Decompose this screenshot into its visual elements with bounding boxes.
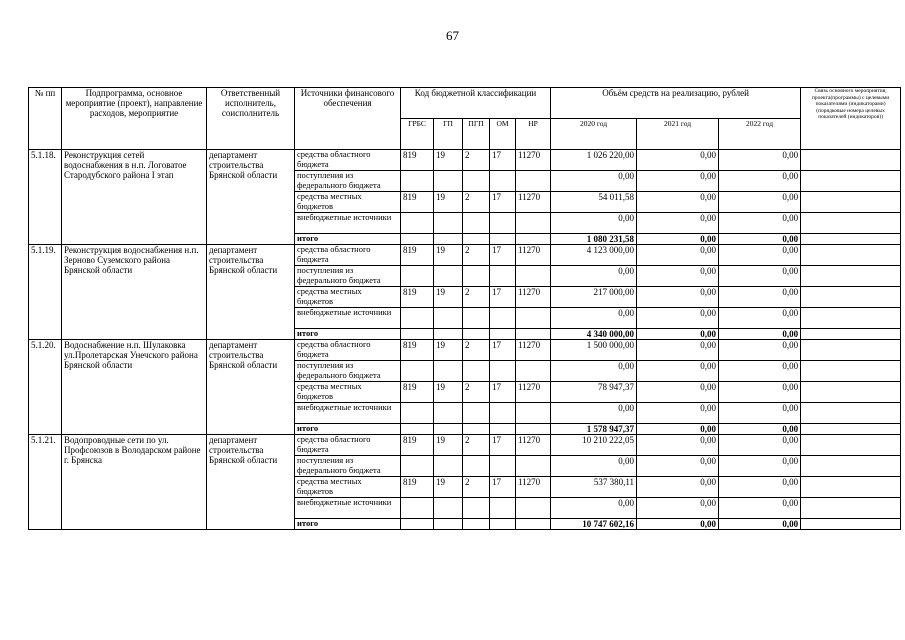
code-grbs: 819: [401, 287, 434, 308]
item-responsible: департамент строительства Брянской области: [207, 340, 295, 435]
code-np: 11270: [516, 150, 551, 171]
code-np: [516, 329, 551, 340]
code-np: [516, 456, 551, 477]
amount-2021: 0,00: [637, 287, 719, 308]
code-grbs: [401, 171, 434, 192]
amount-2021: 0,00: [637, 435, 719, 456]
header-responsible: Ответственный исполнитель, соисполнитель: [207, 88, 295, 150]
code-pgp: [463, 361, 490, 382]
code-np: 11270: [516, 192, 551, 213]
indicator-link-cell: [801, 361, 901, 382]
amount-2020: 4 340 000,00: [551, 329, 637, 340]
item-responsible: департамент строительства Брянской области: [207, 150, 295, 245]
funding-source: средства областного бюджета: [295, 150, 401, 171]
indicator-link-cell: [801, 498, 901, 519]
indicator-link-cell: [801, 477, 901, 498]
indicator-link-cell: [801, 424, 901, 435]
table-row: [29, 150, 901, 171]
table-row: [29, 245, 901, 266]
code-grbs: 819: [401, 435, 434, 456]
code-np: [516, 171, 551, 192]
amount-2022: 0,00: [719, 361, 801, 382]
code-np: 11270: [516, 245, 551, 266]
funding-source: средства местных бюджетов: [295, 192, 401, 213]
funding-source: поступления из федерального бюджета: [295, 456, 401, 477]
code-om: 17: [490, 435, 516, 456]
amount-2022: 0,00: [719, 498, 801, 519]
amount-2021: 0,00: [637, 245, 719, 266]
code-np: 11270: [516, 477, 551, 498]
code-grbs: 819: [401, 382, 434, 403]
code-gp: [434, 498, 463, 519]
header-grbs: ГРБС: [401, 119, 434, 150]
indicator-link-cell: [801, 519, 901, 530]
amount-2021: 0,00: [637, 266, 719, 287]
amount-2020: 1 500 000,00: [551, 340, 637, 361]
table-row: [29, 340, 901, 361]
indicator-link-cell: [801, 213, 901, 234]
code-pgp: 2: [463, 192, 490, 213]
code-gp: [434, 403, 463, 424]
code-om: 17: [490, 382, 516, 403]
code-gp: 19: [434, 245, 463, 266]
funding-source: поступления из федерального бюджета: [295, 361, 401, 382]
item-name: Реконструкция водоснабжения н.п. Зерново Суземского района Брянской области: [62, 245, 207, 340]
amount-2022: 0,00: [719, 435, 801, 456]
code-om: [490, 329, 516, 340]
amount-2021: 0,00: [637, 308, 719, 329]
amount-2022: 0,00: [719, 340, 801, 361]
amount-2020: 4 123 000,00: [551, 245, 637, 266]
code-np: [516, 234, 551, 245]
code-om: 17: [490, 340, 516, 361]
code-om: [490, 266, 516, 287]
code-np: 11270: [516, 382, 551, 403]
code-gp: 19: [434, 435, 463, 456]
code-pgp: 2: [463, 245, 490, 266]
header-np: НР: [516, 119, 551, 150]
code-om: 17: [490, 287, 516, 308]
header-pgp: ПГП: [463, 119, 490, 150]
amount-2020: 0,00: [551, 171, 637, 192]
code-grbs: 819: [401, 477, 434, 498]
code-pgp: [463, 266, 490, 287]
funding-source: средства местных бюджетов: [295, 287, 401, 308]
indicator-link-cell: [801, 403, 901, 424]
code-gp: [434, 308, 463, 329]
header-gp: ГП: [434, 119, 463, 150]
amount-2022: 0,00: [719, 456, 801, 477]
amount-2022: 0,00: [719, 424, 801, 435]
code-gp: [434, 456, 463, 477]
indicator-link-cell: [801, 245, 901, 266]
funding-source: внебюджетные источники: [295, 308, 401, 329]
code-gp: 19: [434, 340, 463, 361]
amount-2022: 0,00: [719, 519, 801, 530]
indicator-link-cell: [801, 287, 901, 308]
code-pgp: [463, 213, 490, 234]
indicator-link-cell: [801, 435, 901, 456]
funding-source: поступления из федерального бюджета: [295, 266, 401, 287]
amount-2020: 0,00: [551, 308, 637, 329]
code-gp: [434, 266, 463, 287]
amount-2020: 0,00: [551, 498, 637, 519]
amount-2021: 0,00: [637, 171, 719, 192]
code-gp: [434, 329, 463, 340]
code-pgp: 2: [463, 287, 490, 308]
amount-2022: 0,00: [719, 308, 801, 329]
code-gp: 19: [434, 382, 463, 403]
table-header: [29, 88, 901, 150]
funding-source: средства местных бюджетов: [295, 477, 401, 498]
indicator-link-cell: [801, 308, 901, 329]
funding-source: внебюджетные источники: [295, 213, 401, 234]
item-number: 5.1.19.: [29, 245, 62, 340]
code-gp: 19: [434, 150, 463, 171]
amount-2020: 217 000,00: [551, 287, 637, 308]
item-responsible: департамент строительства Брянской области: [207, 245, 295, 340]
amount-2020: 0,00: [551, 266, 637, 287]
amount-2020: 1 080 231,58: [551, 234, 637, 245]
indicator-link-cell: [801, 234, 901, 245]
header-2020: 2020 год: [551, 119, 637, 150]
amount-2022: 0,00: [719, 266, 801, 287]
code-om: [490, 456, 516, 477]
funding-source: средства областного бюджета: [295, 245, 401, 266]
amount-2022: 0,00: [719, 477, 801, 498]
code-om: [490, 213, 516, 234]
code-np: [516, 424, 551, 435]
item-number: 5.1.20.: [29, 340, 62, 435]
funding-source: средства областного бюджета: [295, 435, 401, 456]
code-pgp: 2: [463, 150, 490, 171]
code-pgp: [463, 308, 490, 329]
code-om: 17: [490, 245, 516, 266]
item-number: 5.1.21.: [29, 435, 62, 530]
code-np: [516, 519, 551, 530]
indicator-link-cell: [801, 382, 901, 403]
amount-2022: 0,00: [719, 245, 801, 266]
funding-source: итого: [295, 519, 401, 530]
code-pgp: 2: [463, 340, 490, 361]
code-gp: 19: [434, 192, 463, 213]
amount-2021: 0,00: [637, 192, 719, 213]
code-pgp: [463, 424, 490, 435]
code-pgp: [463, 498, 490, 519]
amount-2021: 0,00: [637, 329, 719, 340]
amount-2021: 0,00: [637, 456, 719, 477]
amount-2022: 0,00: [719, 287, 801, 308]
code-pgp: 2: [463, 477, 490, 498]
code-om: [490, 403, 516, 424]
header-num: № пп: [29, 88, 62, 150]
code-gp: [434, 424, 463, 435]
code-pgp: [463, 329, 490, 340]
header-volume: Объём средств на реализацию, рублей: [551, 88, 801, 119]
code-np: [516, 361, 551, 382]
code-om: 17: [490, 477, 516, 498]
code-om: 17: [490, 192, 516, 213]
amount-2022: 0,00: [719, 234, 801, 245]
code-grbs: [401, 456, 434, 477]
item-responsible: департамент строительства Брянской области: [207, 435, 295, 530]
amount-2022: 0,00: [719, 213, 801, 234]
code-gp: [434, 171, 463, 192]
amount-2021: 0,00: [637, 234, 719, 245]
code-grbs: 819: [401, 150, 434, 171]
amount-2021: 0,00: [637, 213, 719, 234]
code-grbs: [401, 266, 434, 287]
code-grbs: [401, 308, 434, 329]
code-om: [490, 424, 516, 435]
code-grbs: [401, 234, 434, 245]
amount-2021: 0,00: [637, 498, 719, 519]
amount-2022: 0,00: [719, 382, 801, 403]
code-gp: 19: [434, 477, 463, 498]
code-np: [516, 498, 551, 519]
header-program: Подпрограмма, основное мероприятие (проект), направление расходов, мероприятие: [62, 88, 207, 150]
amount-2021: 0,00: [637, 403, 719, 424]
amount-2020: 10 210 222,05: [551, 435, 637, 456]
amount-2022: 0,00: [719, 403, 801, 424]
code-gp: [434, 361, 463, 382]
code-grbs: [401, 403, 434, 424]
amount-2021: 0,00: [637, 477, 719, 498]
code-pgp: [463, 234, 490, 245]
code-gp: [434, 519, 463, 530]
code-pgp: [463, 456, 490, 477]
indicator-link-cell: [801, 171, 901, 192]
code-np: 11270: [516, 287, 551, 308]
indicator-link-cell: [801, 456, 901, 477]
indicator-link-cell: [801, 329, 901, 340]
indicator-link-cell: [801, 150, 901, 171]
amount-2020: 537 380,11: [551, 477, 637, 498]
indicator-link-cell: [801, 266, 901, 287]
amount-2020: 0,00: [551, 213, 637, 234]
amount-2021: 0,00: [637, 361, 719, 382]
code-om: [490, 519, 516, 530]
code-np: 11270: [516, 340, 551, 361]
funding-source: внебюджетные источники: [295, 498, 401, 519]
header-sources: Источники финансового обеспечения: [295, 88, 401, 150]
amount-2020: 0,00: [551, 456, 637, 477]
amount-2020: 78 947,37: [551, 382, 637, 403]
item-name: Реконструкция сетей водоснабжения в н.п. Логоватое Стародубского района I этап: [62, 150, 207, 245]
funding-source: средства областного бюджета: [295, 340, 401, 361]
code-gp: [434, 234, 463, 245]
item-name: Водопроводные сети по ул. Профсоюзов в Володарском районе г. Брянска: [62, 435, 207, 530]
code-om: [490, 308, 516, 329]
amount-2022: 0,00: [719, 171, 801, 192]
funding-source: средства местных бюджетов: [295, 382, 401, 403]
code-pgp: [463, 519, 490, 530]
code-grbs: 819: [401, 340, 434, 361]
table-body: [29, 150, 901, 530]
indicator-link-cell: [801, 192, 901, 213]
code-grbs: [401, 329, 434, 340]
code-np: [516, 308, 551, 329]
table-row: [29, 435, 901, 456]
funding-source: итого: [295, 329, 401, 340]
code-np: 11270: [516, 435, 551, 456]
amount-2022: 0,00: [719, 150, 801, 171]
amount-2020: 0,00: [551, 361, 637, 382]
amount-2020: 0,00: [551, 403, 637, 424]
amount-2020: 1 578 947,37: [551, 424, 637, 435]
amount-2021: 0,00: [637, 150, 719, 171]
amount-2020: 10 747 602,16: [551, 519, 637, 530]
amount-2021: 0,00: [637, 382, 719, 403]
code-grbs: [401, 498, 434, 519]
code-om: 17: [490, 150, 516, 171]
amount-2022: 0,00: [719, 329, 801, 340]
code-om: [490, 498, 516, 519]
code-pgp: [463, 403, 490, 424]
code-pgp: 2: [463, 435, 490, 456]
amount-2022: 0,00: [719, 192, 801, 213]
header-om: ОМ: [490, 119, 516, 150]
code-om: [490, 171, 516, 192]
code-grbs: [401, 361, 434, 382]
indicator-link-cell: [801, 340, 901, 361]
code-grbs: 819: [401, 192, 434, 213]
budget-table: [28, 87, 901, 530]
code-grbs: [401, 213, 434, 234]
code-np: [516, 403, 551, 424]
header-link: Связь основного мероприятия, проекта(программы) с целевыми показателями (индикаторами) (порядковые номера целевых показателей (индикаторов)): [801, 88, 901, 150]
header-budget-code: Код бюджетной классификации: [401, 88, 551, 119]
funding-source: внебюджетные источники: [295, 403, 401, 424]
item-number: 5.1.18.: [29, 150, 62, 245]
code-grbs: 819: [401, 245, 434, 266]
code-np: [516, 213, 551, 234]
code-om: [490, 361, 516, 382]
item-name: Водоснабжение н.п. Шулаковка ул.Пролетарская Унечского района Брянской области: [62, 340, 207, 435]
funding-source: итого: [295, 424, 401, 435]
code-gp: 19: [434, 287, 463, 308]
header-2021: 2021 год: [637, 119, 719, 150]
amount-2021: 0,00: [637, 340, 719, 361]
amount-2020: 1 026 220,00: [551, 150, 637, 171]
code-pgp: 2: [463, 382, 490, 403]
code-om: [490, 234, 516, 245]
code-pgp: [463, 171, 490, 192]
code-np: [516, 266, 551, 287]
funding-source: поступления из федерального бюджета: [295, 171, 401, 192]
header-2022: 2022 год: [719, 119, 801, 150]
amount-2020: 54 011,58: [551, 192, 637, 213]
amount-2021: 0,00: [637, 424, 719, 435]
funding-source: итого: [295, 234, 401, 245]
code-gp: [434, 213, 463, 234]
code-grbs: [401, 424, 434, 435]
amount-2021: 0,00: [637, 519, 719, 530]
page-number: 67: [446, 28, 459, 43]
code-grbs: [401, 519, 434, 530]
